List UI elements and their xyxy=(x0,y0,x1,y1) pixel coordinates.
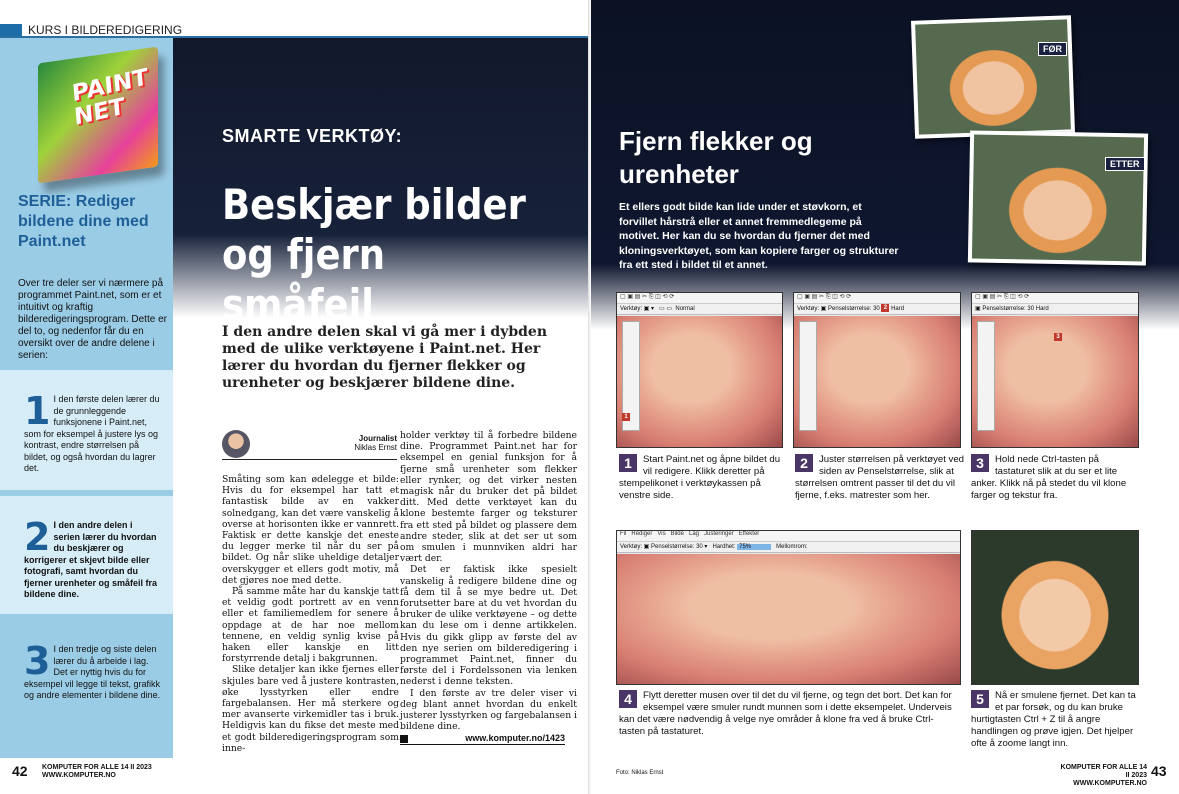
step-text: Flytt deretter musen over til det du vil fjerne, og tegn det bort. Det kan for eksempel være smuler rundt munnen som i dette eksempelet. Underveis kan det være nødvendig å velge nye områder å klone fra ved å bruke Ctrl-tasten på tastaturet. xyxy=(619,690,952,737)
footer xyxy=(42,764,152,780)
tool-options-bar: Verktøy: ▣ Penselstørrelse: 30 ▾ Hardhet: 75% Mellomrom: xyxy=(617,542,960,553)
tool-label: Verktøy: xyxy=(797,306,820,312)
paragraph: På samme måte har du kanskje tatt et veldig godt portrett av en venn eller et familiemedlem for senere å oppdage at de har noe mellom tennene, en veldig synlig kvise på haken eller kanskje en litt forstyrrende detalj i bakgrunnen. xyxy=(222,586,399,665)
screenshot-step-1 xyxy=(616,292,783,448)
brush-size-label: Penselstørrelse: xyxy=(828,306,872,312)
body-column-1 xyxy=(222,474,399,754)
marker-1: 1 xyxy=(622,413,630,421)
after-label: ETTER xyxy=(1105,157,1145,171)
paragraph: Småting som kan ødelegge et bilde: Hvis du for eksempel har tatt et fantastisk bilde av en vakker solnedgang, kan det være vanskelig å overse at horisonten ikke er vannrett. Faktisk er dette kanskje det eneste du legger merke til når du ser på bildet. Og når slike uheldige detaljer overskygger et ellers godt motiv, må det gjøres noe med dette. xyxy=(222,474,399,586)
series-part-2 xyxy=(0,496,173,614)
screenshot-step-5 xyxy=(971,530,1139,685)
marker-3: 3 xyxy=(1054,333,1062,341)
screenshot-step-2 xyxy=(793,292,961,448)
after-photo xyxy=(968,130,1148,265)
hardness-label: Hardhet: xyxy=(712,544,736,550)
app-toolbar: ▢ ▣ ▤ ✂ ⎘ ◫ ⟲ ⟳ xyxy=(617,293,782,304)
menu-layers: Lag xyxy=(689,531,700,537)
before-photo xyxy=(911,15,1075,139)
series-part-1 xyxy=(0,370,173,490)
app-toolbar: ▢ ▣ ▤ ✂ ⎘ ◫ ⟲ ⟳ xyxy=(972,293,1138,304)
hardness-label: Hard xyxy=(891,306,905,312)
paintnet-box-image xyxy=(38,47,158,184)
box-label: PAINT NET xyxy=(70,64,150,131)
tool-options-bar: ▣ Penselstørrelse: 30 Hard xyxy=(972,304,1138,315)
byline-role: Journalist xyxy=(358,434,397,443)
menu-file: Fil xyxy=(620,531,627,537)
footer-magazine: KOMPUTER FOR ALLE 14 II 2023 xyxy=(42,764,152,771)
hardness-value: 75% xyxy=(737,544,771,550)
tool-options-bar: Verktøy: ▣ Penselstørrelse: 30 2 Hard xyxy=(794,304,960,315)
step-4 xyxy=(619,690,959,738)
step-number: 4 xyxy=(619,690,637,708)
blend-mode: Normal xyxy=(675,306,695,312)
menu-image: Bilde xyxy=(670,531,684,537)
step-3 xyxy=(971,454,1141,502)
tool-label: Verktøy: xyxy=(620,306,643,312)
part-text: I den første delen lærer du de grunnleggende funksjonene i Paint.net, som for eksempel å justere lys og kontrast, endre størrelsen på bildet, og også hvordan du lagrer det. xyxy=(24,394,160,473)
part-text: I den andre delen i serien lærer du hvordan du beskjærer og korrigerer et skjevt bilde eller fotografi, samt hvordan du fjerner urenheter og småfeil fra bildene dine. xyxy=(24,520,158,599)
footer-site: WWW.KOMPUTER.NO xyxy=(42,772,116,779)
footer-magazine: KOMPUTER FOR ALLE 14 II 2023 xyxy=(1060,764,1147,779)
menu-adjustments: Justeringer xyxy=(704,531,734,537)
step-5 xyxy=(971,690,1141,750)
step-number: 3 xyxy=(971,454,989,472)
right-page xyxy=(591,0,1179,794)
tool-label: Verktøy: xyxy=(620,544,643,550)
article-link[interactable]: www.komputer.no/1423 xyxy=(400,733,565,745)
byline xyxy=(222,430,397,460)
menu-view: Vis xyxy=(657,531,666,537)
brush-size-value: 30 xyxy=(1027,306,1035,312)
lead-paragraph: I den andre delen skal vi gå mer i dybden med de ulike verktøyene i Paint.net. Her lærer du hvordan du fjerner flekker og urenheter og beskjærer bildene dine. xyxy=(222,324,548,391)
menu-effects: Effekter xyxy=(738,531,760,537)
photo-credit: Foto: Niklas Ernst xyxy=(616,770,664,776)
brush-size-value: 30 xyxy=(873,306,880,312)
headline: Beskjær bilder og fjern småfeil xyxy=(222,180,526,329)
part-text: I den tredje og siste delen lærer du å arbeide i lag. Det er nyttig hvis du for eksempel vil legge til tekst, grafikk og andre elementer i bildene dine. xyxy=(24,644,161,700)
part-number: 3 xyxy=(24,639,51,683)
marker-2: 2 xyxy=(881,304,889,312)
menu-edit: Rediger xyxy=(631,531,653,537)
step-text: Juster størrelsen på verktøyet ved siden av Penselstørrelse, slik at størrelsen omtrent passer til det du vil fjerne, f.eks. matrester som her. xyxy=(795,454,965,501)
step-1 xyxy=(619,454,784,502)
brush-size-label: Penselstørrelse: xyxy=(651,544,695,550)
page-number: 43 xyxy=(1151,763,1167,779)
tool-options-bar: Verktøy: ▣ ▾ ▭ ▭ Normal xyxy=(617,304,782,315)
author-avatar xyxy=(222,430,250,458)
step-2 xyxy=(795,454,965,502)
footer-site: WWW.KOMPUTER.NO xyxy=(1073,780,1147,787)
series-part-3 xyxy=(0,620,173,758)
series-intro: Over tre deler ser vi nærmere på programmet Paint.net, som er et intuitivt og kraftig bilderedigeringsprogram. Dette er del to, og nedenfor får du en oversikt over de andre delene i serien: xyxy=(18,278,167,361)
paragraph: Slike detaljer kan ikke fjernes eller skjules bare ved å justere kontrasten, øke lysstyrken eller endre fargebalansen. Her må sterkere og mer avanserte virkemidler tas i bruk. Heldigvis kan du fikse det meste med et godt bilderedigeringsprogram som inne- xyxy=(222,664,399,754)
step-text: Hold nede Ctrl-tasten på tastaturet slik at du ser et lite anker. Klikk nå på stedet du vil klone farger og tekstur fra. xyxy=(971,454,1127,501)
paragraph: I den første av tre deler viser vi deg blant annet hvordan du enkelt justerer lysstyrken og fargebalansen i bildene dine. xyxy=(400,687,577,733)
body-column-2 xyxy=(400,430,577,732)
spacing-label: Mellomrom: xyxy=(776,544,808,550)
menu-bar xyxy=(617,531,960,542)
step-text: Start Paint.net og åpne bildet du vil redigere. Klikk deretter på stempelikonet i verktøykassen på venstre side. xyxy=(619,454,781,501)
footer xyxy=(1057,764,1147,788)
step-number: 2 xyxy=(795,454,813,472)
series-heading: SERIE: Rediger bildene dine med Paint.net xyxy=(18,193,149,250)
step-number: 1 xyxy=(619,454,637,472)
step-number: 5 xyxy=(971,690,989,708)
tools-palette xyxy=(977,321,995,431)
right-title: Fjern flekker og urenheter xyxy=(619,126,813,189)
step-text: Nå er smulene fjernet. Det kan ta et par forsøk, og du kan bruke hurtigtasten Ctrl + Z til å angre handlingen og prøve igjen. Det hjelper ofte å zoome langt inn. xyxy=(971,690,1136,749)
app-toolbar: ▢ ▣ ▤ ✂ ⎘ ◫ ⟲ ⟳ xyxy=(794,293,960,304)
brush-size-label: Penselstørrelse: xyxy=(982,306,1026,312)
before-label: FØR xyxy=(1038,42,1067,56)
brush-size-value: 30 xyxy=(696,544,703,550)
part-number: 1 xyxy=(24,389,51,433)
right-lead: Et ellers godt bilde kan lide under et støvkorn, et forvillet hårstrå eller et annet fremmedlegeme på motivet. Her kan du se hvordan du fjerner det med kloningsverktøyet, som kan kopiere farger og strukturer fra ett sted i bildet til et annet. xyxy=(619,201,899,271)
section-label: KURS I BILDEREDIGERING xyxy=(0,22,588,38)
paragraph: holder verktøy til å forbedre bildene dine. Programmet Paint.net har for eksempel en genial funksjon for å fjerne små urenheter som flekker eller rynker, og det virker nesten magisk når du bruker det på bildet ditt. Med dette verktøyet kan du klone bestemte farger og teksturer fra ett sted på bildet og plassere dem andre steder, slik at det ser ut som om smulen i munnviken aldri har vært der. xyxy=(400,430,577,565)
paragraph: Det er faktisk ikke spesielt vanskelig å redigere bildene dine og få dem til å se mye bedre ut. Det forutsetter bare at du vet hvordan du bruker de ulike verktøyene – og dette kan du lese om i denne artikkelen. Hvis du gikk glipp av første del av den nye serien om bilderedigering i programmet Paint.net, finner du første del i Fordelssonen via lenken nederst i denne teksten. xyxy=(400,564,577,688)
part-number: 2 xyxy=(24,515,51,559)
kicker: SMARTE VERKTØY: xyxy=(222,126,403,146)
byline-name: Niklas Ernst xyxy=(354,443,397,452)
screenshot-step-4 xyxy=(616,530,961,685)
page-number: 42 xyxy=(12,763,28,779)
tools-palette xyxy=(799,321,817,431)
hardness-label: Hard xyxy=(1035,306,1049,312)
screenshot-step-3 xyxy=(971,292,1139,448)
left-page xyxy=(0,0,588,794)
